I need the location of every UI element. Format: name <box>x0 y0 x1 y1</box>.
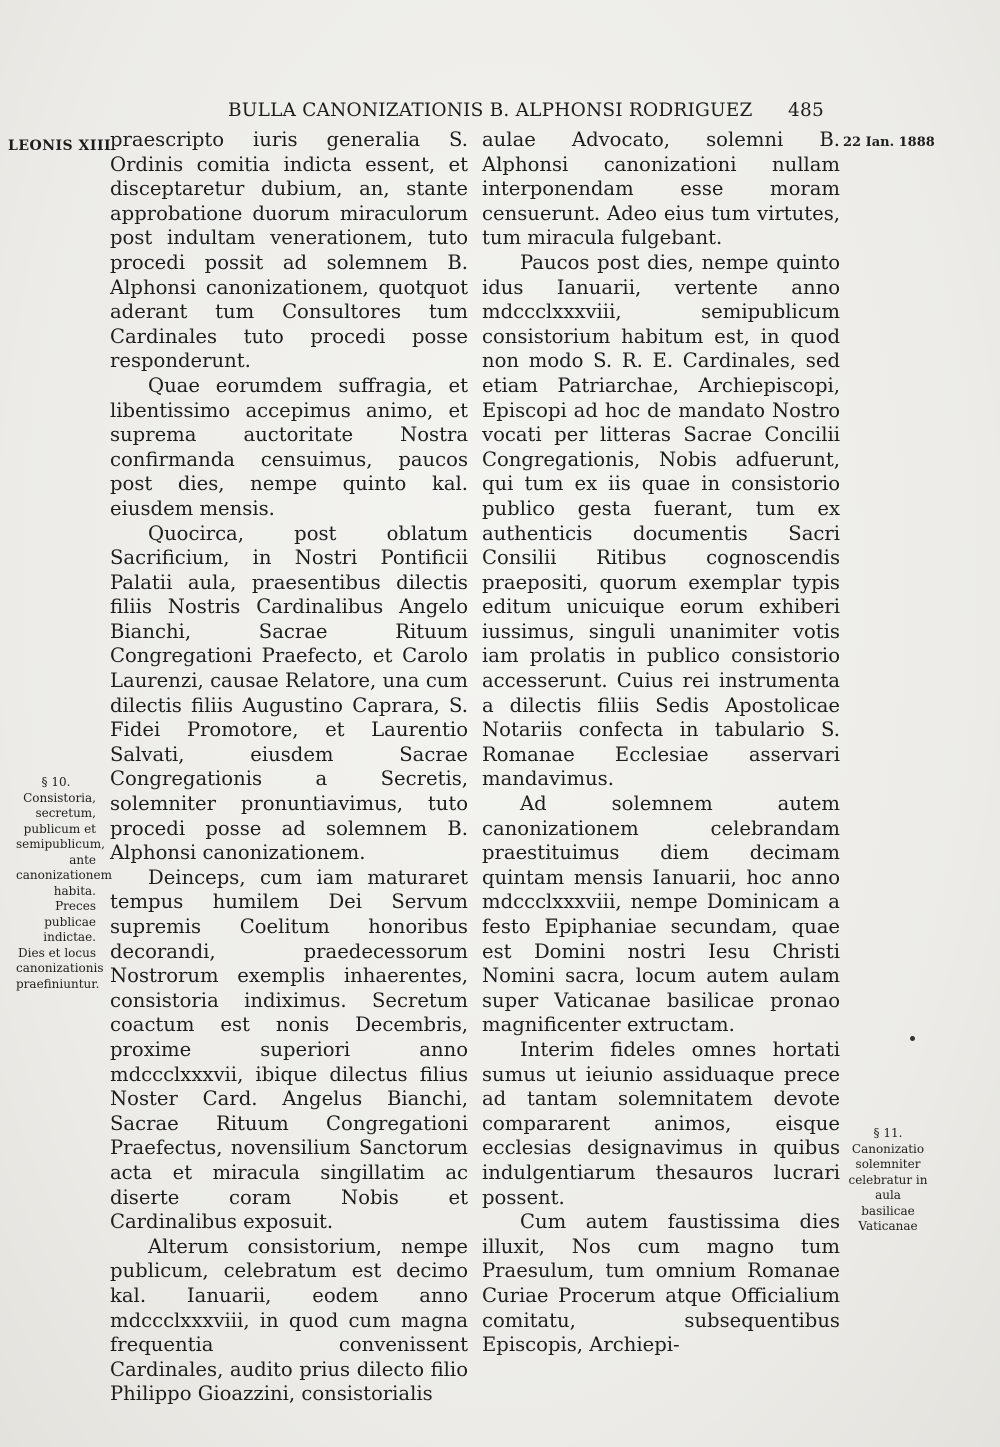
page-number: 485 <box>788 100 824 121</box>
section-number: § 11. <box>873 1126 903 1140</box>
section-number: § 10. <box>41 775 71 789</box>
paragraph: Paucos post dies, nempe quinto idus Ianuarii, vertente anno mdccclxxxviii, semipublicum consistorium habitum est, in quod non modo S. R. E. Cardinales, sed etiam Patriarchae, Archiepiscopi, Episcopi ad hoc de mandato Nostro vocati per litteras Sacrae Concilii Congregationis, Nobis adfuerunt, qui tum ex iis quae in consistorio publico gesta fuerant, tum ex authenticis documentis Sacri Consilii Ritibus cognoscendis praepositi, quorum exemplar typis editum unicuique eorum exhiberi iussimus, singuli unanimiter votis iam prolatis in publico consistorio accesserunt. Cuius rei instrumenta a dilectis filiis Sedis Apostolicae Notariis confecta in tabulario S. Romanae Ecclesiae asservari mandavimus. <box>482 250 840 791</box>
margin-note-section-10 <box>16 775 112 992</box>
paragraph: Ad solemnem autem canonizationem celebrandam praestituimus diem decimam quintam mensis Ianuarii, hoc anno mdccclxxxviii, nempe Dominicam a festo Epiphaniae secundam, quae est Domini nostri Iesu Christi Nomini sacra, locum autem aulam super Vaticanae basilicae pronao magnificenter extructam. <box>482 792 840 1037</box>
paragraph: Deinceps, cum iam maturaret tempus humilem Dei Servum supremis Coelitum honoribus decorandi, praedecessorum Nostrorum exemplis inhaerentes, consistoria indiximus. Secretum coactum est nonis Decembris, proxime superiori anno mdccclxxxvii, ibique dilectus filius Noster Card. Angelus Bianchi, Sacrae Rituum Congregationi Praefectus, novensilium Sanctorum acta et miracula singillatim ac diserte coram Nobis et Cardinalibus exposuit. <box>110 865 468 1234</box>
paragraph: Alterum consistorium, nempe publicum, celebratum est decimo kal. Ianuarii, eodem anno mdccclxxxviii, in quod cum magna frequentia convenissent Cardinales, audito prius dilecto filio Philippo Gioazzini, consistorialis <box>110 1234 468 1406</box>
margin-note-section-11 <box>848 1126 928 1235</box>
paragraph: Cum autem faustissima dies illuxit, Nos cum magno tum Praesulum, tum omnium Romanae Curiae Procerum atque Officialium comitatu, subsequentibus Episcopis, Archiepi- <box>482 1210 840 1357</box>
running-head <box>228 100 828 121</box>
running-title: BULLA CANONIZATIONIS B. ALPHONSI RODRIGUEZ <box>228 100 753 121</box>
margin-note-text: Canonizatio solemniter celebratur in aula basilicae Vaticanae <box>848 1141 928 1233</box>
paragraph: Interim fideles omnes hortati sumus ut ieiunio assiduaque prece ad tantam solemnitatem devote compararent animos, eisque ecclesias designavimus in quibus indulgentiarum thesauros lucrari possent. <box>482 1037 840 1209</box>
paragraph: praescripto iuris generalia S. Ordinis comitia indicta essent, et disceptaretur dubium, an, stante approbatione duorum miraculorum post indultam venerationem, tuto procedi possit ad solemnem B. Alphonsi canonizationem, quotquot aderant tum Consultores tum Cardinales tuto procedi posse responderunt. <box>110 128 468 373</box>
ink-dot <box>910 1036 915 1041</box>
paragraph: Quocirca, post oblatum Sacrificium, in Nostri Pontificii Palatii aula, praesentibus dilectis filiis Nostris Cardinalibus Angelo Bianchi, Sacrae Rituum Congregationi Praefecto, et Carolo Laurenzi, causae Relatore, una cum dilectis filiis Augustino Caprara, S. Fidei Promotore, et Laurentio Salvati, eiusdem Sacrae Congregationis a Secretis, solemniter pronuntiavimus, tuto procedi posse ad solemnem B. Alphonsi canonizationem. <box>110 521 468 865</box>
margin-pope-name: LEONIS XIII <box>8 138 112 154</box>
margin-note-text: Consistoria, secretum, publicum et semipublicum, ante canonizationem habita. Preces publicae indictae. Dies et locus canonizationis praefiniuntur. <box>16 790 112 991</box>
right-column <box>482 128 840 1358</box>
margin-date: 22 Ian. 1888 <box>843 135 935 150</box>
paragraph: Quae eorumdem suffragia, et libentissimo accepimus animo, et suprema auctoritate Nostra confirmanda censuimus, paucos post dies, nempe quinto kal. eiusdem mensis. <box>110 373 468 520</box>
left-column <box>110 128 468 1407</box>
paragraph: aulae Advocato, solemni B. Alphonsi canonizationi nullam interponendam esse moram censuerunt. Adeo eius tum virtutes, tum miracula fulgebant. <box>482 128 840 250</box>
